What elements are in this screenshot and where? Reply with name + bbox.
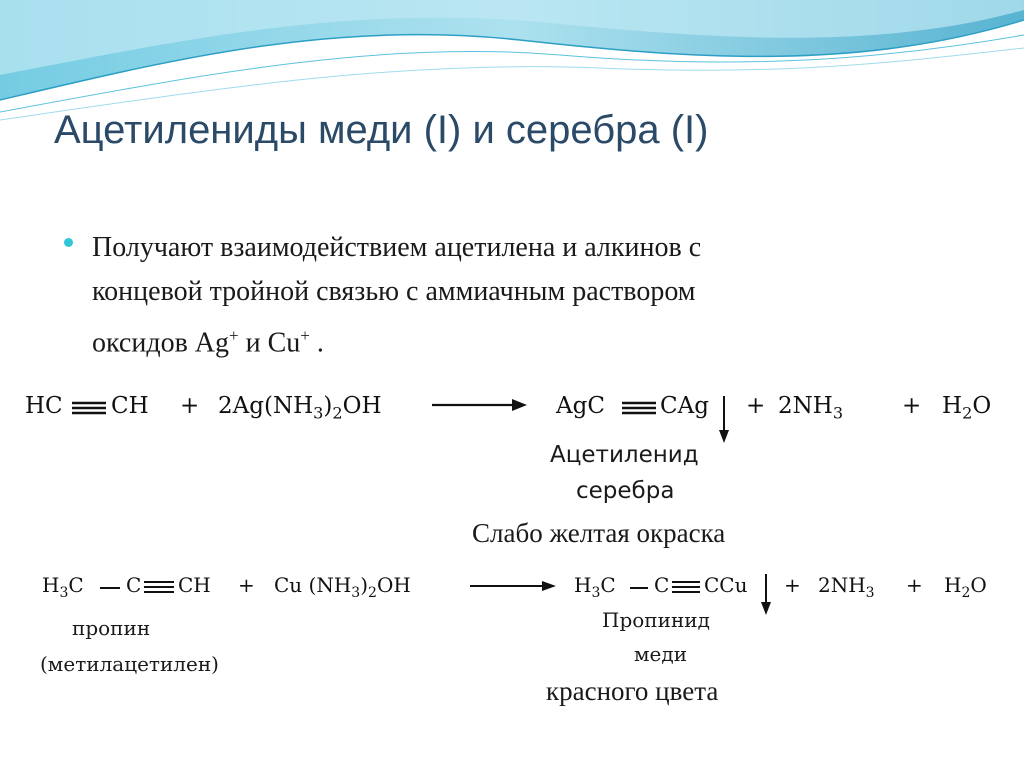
silver-acetylide-label-line1: Ацетиленид (550, 442, 699, 468)
bullet-line-2: концевой тройной связью с аммиачным раствором (92, 276, 696, 307)
reaction2-product-ccu: CCu (704, 573, 748, 597)
reagent-part-a: 2Ag(NH (218, 393, 314, 419)
water-o: O (972, 393, 992, 419)
propyne-h: H (42, 573, 60, 597)
copper-propynide-label-line1: Пропинид (602, 608, 710, 632)
single-bond-icon (630, 586, 650, 590)
reaction2-plus-3: + (906, 573, 923, 597)
reaction2-plus-2: + (784, 573, 801, 597)
water2-o: O (970, 573, 987, 597)
water2-h: H (944, 573, 962, 597)
bullet-line-1: Получают взаимодействием ацетилена и алкинов с (92, 232, 702, 263)
reagent-part-c: OH (342, 393, 382, 419)
bullet-dot-icon (64, 238, 73, 247)
ag-charge: + (229, 326, 239, 345)
reaction1-product-left: AgC (556, 393, 605, 419)
reaction1-plus-1: + (180, 393, 200, 419)
product2-sub: 3 (591, 585, 601, 601)
ammonia2-text: 2NH (818, 573, 866, 597)
triple-bond-icon (672, 580, 702, 594)
reaction2-propyne-ch: CH (178, 573, 211, 597)
product2-c1: C (600, 573, 616, 597)
propyne-c1: C (68, 573, 84, 597)
reaction2-ammonia (818, 573, 875, 601)
bullet-text-ag: оксидов Ag (92, 327, 230, 359)
reagent2-part-b: (NH (308, 573, 352, 597)
bullet-paragraph (92, 226, 952, 365)
reagent2-cu: Cu (274, 573, 303, 597)
reagent2-sub-2: 2 (368, 585, 377, 601)
reaction1-acetylene-left: HC (25, 393, 63, 419)
copper-propynide-label-line2: меди (634, 642, 688, 666)
reaction2-plus-1: + (238, 573, 255, 597)
reaction1-water (942, 393, 991, 423)
reaction1-ammonia (778, 393, 843, 423)
ammonia-sub: 3 (832, 403, 844, 423)
triple-bond-icon (144, 580, 176, 594)
reaction1-reagent (218, 393, 382, 423)
precipitate-arrow-icon (718, 396, 730, 444)
reagent-sub-2: 2 (332, 403, 343, 423)
reaction-arrow-icon (470, 580, 558, 592)
cu-charge: + (300, 326, 310, 345)
propyne-label: пропин (72, 616, 151, 640)
reagent2-part-d: OH (376, 573, 411, 597)
reaction2-water (944, 573, 987, 601)
reaction1-acetylene-right: CH (111, 393, 149, 419)
reaction1-plus-2: + (746, 393, 766, 419)
water2-sub: 2 (961, 585, 971, 601)
reaction2-propyne (42, 573, 84, 601)
triple-bond-icon (622, 400, 658, 416)
precipitate-arrow-icon (760, 574, 772, 616)
reaction-arrow-icon (432, 398, 528, 412)
reagent2-part-c: ) (360, 573, 369, 597)
bullet-line-3 (92, 314, 952, 365)
propyne-sub: 3 (59, 585, 69, 601)
reagent-part-b: ) (323, 393, 333, 419)
bullet-text-end: . (309, 327, 324, 359)
reaction2-product-c2: C (654, 573, 670, 597)
reaction1-product-right: CAg (660, 393, 709, 419)
silver-acetylide-color-note: Слабо желтая окраска (472, 518, 726, 548)
water-h: H (942, 393, 963, 419)
reaction2-propyne-c2: C (126, 573, 142, 597)
methylacetylene-label: (метилацетилен) (40, 652, 219, 676)
silver-acetylide-label-line2: серебра (576, 478, 675, 504)
triple-bond-icon (72, 400, 108, 416)
ammonia-text: 2NH (778, 393, 833, 419)
reaction2-product (574, 573, 616, 601)
water-sub: 2 (962, 403, 973, 423)
reaction2-reagent (274, 573, 411, 601)
slide-title: Ацетилениды меди (I) и серебра (I) (54, 108, 709, 152)
reagent-sub-3: 3 (313, 403, 324, 423)
product2-h: H (574, 573, 592, 597)
copper-propynide-color-note: красного цвета (546, 676, 719, 706)
single-bond-icon (100, 586, 122, 590)
bullet-text-cu: и Cu (238, 327, 301, 359)
ammonia2-sub: 3 (865, 585, 875, 601)
reagent2-sub-3: 3 (351, 585, 361, 601)
reaction1-plus-3: + (902, 393, 922, 419)
